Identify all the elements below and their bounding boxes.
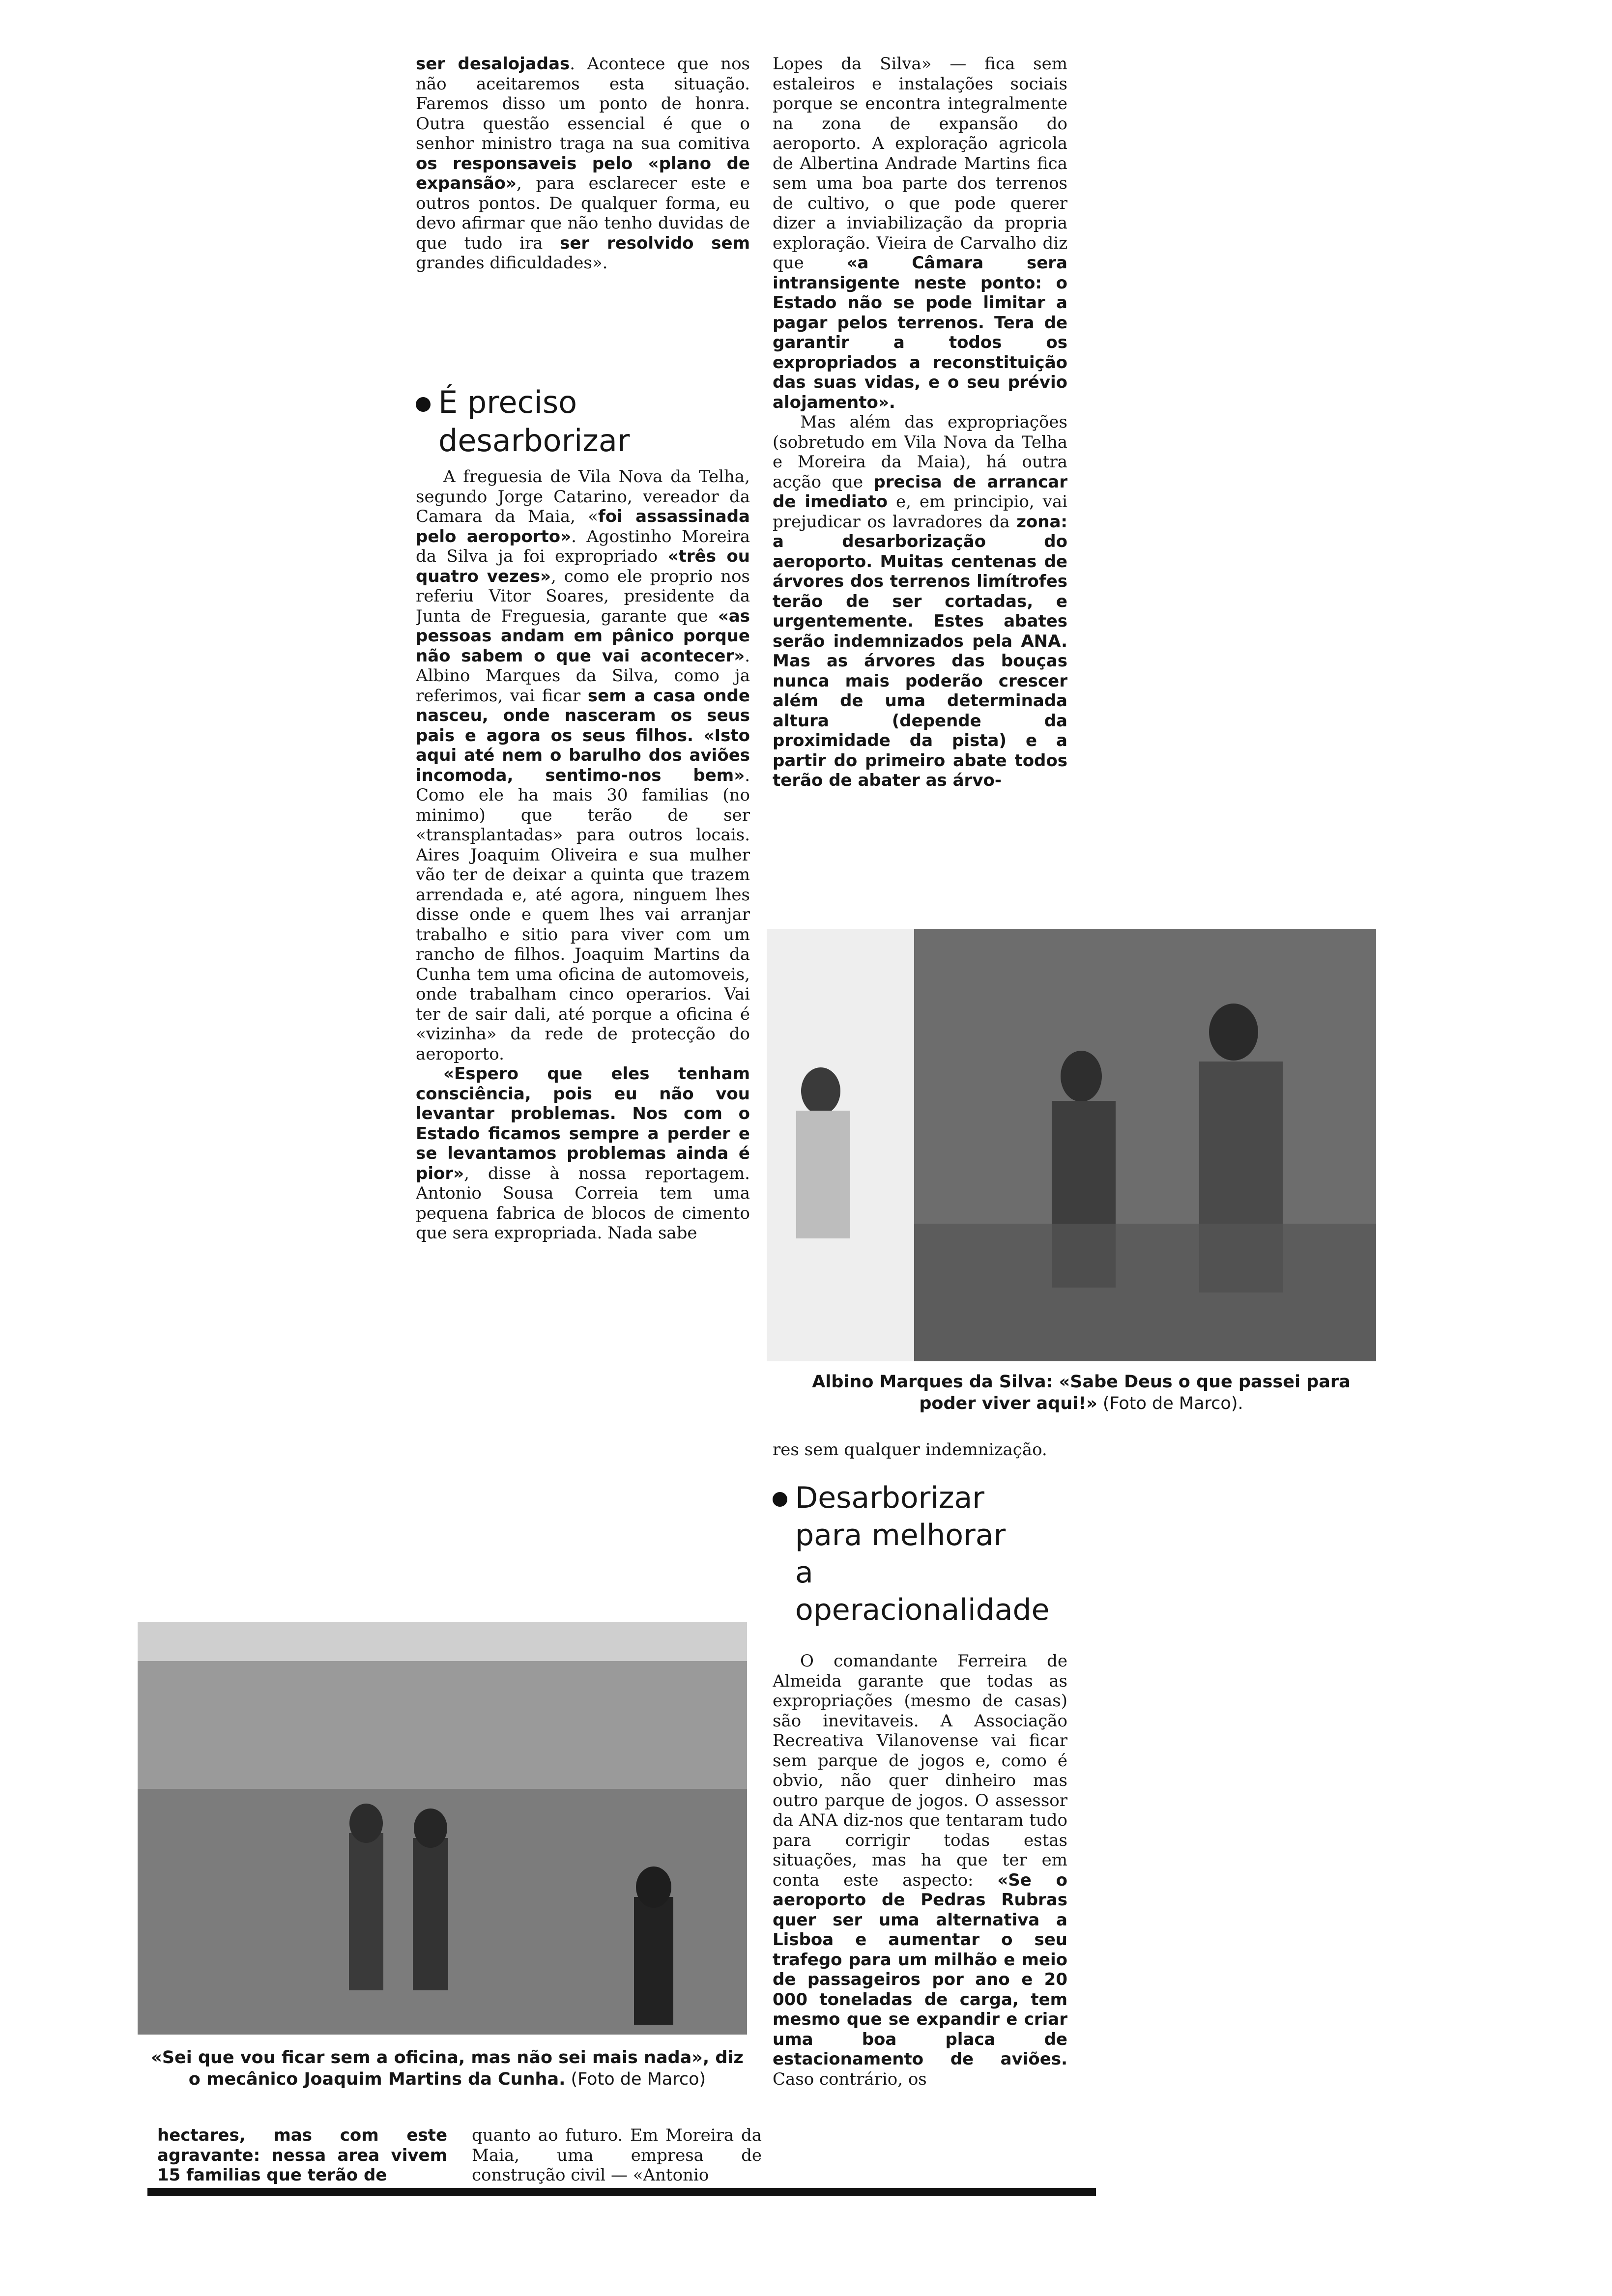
column-2-continued bbox=[773, 1440, 1067, 1469]
bottom-column-a bbox=[157, 2125, 447, 2189]
bold-text-run: «três ou quatro vezes» bbox=[416, 546, 750, 586]
paragraph bbox=[773, 1440, 1067, 1460]
heading-line: operacionalidade bbox=[795, 1593, 1050, 1627]
paragraph bbox=[773, 1651, 1067, 2089]
bold-text-run: ser resolvido sem bbox=[560, 233, 750, 253]
bold-text-run: «a Câmara sera intransigente neste ponto: o Estado não se pode limitar a pagar pelos terrenos. Tera de garantir a todos os expropriados a reconstituição das suas vidas, e o seu prévio alojamento». bbox=[773, 253, 1067, 412]
text-run: grandes dificuldades». bbox=[416, 253, 608, 273]
text-run: quanto ao futuro. Em Moreira da Maia, uma empresa de construção civil — «Antonio bbox=[472, 2125, 762, 2185]
bold-text-run: precisa de arrancar de imediato bbox=[773, 472, 1067, 512]
heading-line: a bbox=[795, 1555, 813, 1590]
bold-text-run: foi assassinada pelo aeroporto» bbox=[416, 507, 750, 546]
text-run: Caso contrário, os bbox=[773, 2069, 927, 2089]
bullet-icon bbox=[416, 397, 431, 412]
text-run: . Acontece que nos não aceitaremos esta situação. Faremos disso um ponto de honra. Outra questão essencial é que o senhor ministro traga na sua comitiva bbox=[416, 54, 750, 153]
paragraph bbox=[157, 2125, 447, 2185]
heading-line: Desarborizar bbox=[795, 1481, 984, 1515]
photo-1-caption bbox=[786, 1371, 1376, 1414]
bold-text-run: «Se o aeroporto de Pedras Rubras quer ser uma alternativa a Lisboa e aumentar o seu trafego para um milhão e meio de passageiros por ano e 20 000 toneladas de carga, tem mesmo que se expandir e criar uma boa placa de estacionamento de aviões. bbox=[773, 1870, 1067, 2069]
heading-line: desarborizar bbox=[438, 423, 630, 459]
bold-text-run: sem a casa onde nasceu, onde nasceram os seus pais e agora os seus filhos. «Isto aqui até nem o barulho dos aviões incomoda, sentimo-nos bem» bbox=[416, 686, 750, 785]
bold-text-run: hectares, mas com este agravante: nessa area vivem 15 familias que terão de bbox=[157, 2125, 447, 2185]
photo-albino-marques bbox=[767, 929, 1376, 1361]
text-run: , como ele proprio nos referiu Vitor Soares, presidente da Junta de Freguesia, garante que bbox=[416, 566, 750, 626]
column-2-top bbox=[773, 54, 1067, 909]
text-run: . Albino Marques da Silva, como ja referimos, vai ficar bbox=[416, 646, 750, 706]
photo-mechanic-workshop bbox=[138, 1622, 747, 2035]
bottom-rule bbox=[147, 2188, 1096, 2196]
text-run: . Agostinho Moreira da Silva ja foi expropriado bbox=[416, 526, 750, 566]
bold-text-run: zona: a desarborização do aeroporto. Muitas centenas de árvores dos terrenos limítrofes terão de ser cortadas, e urgentemente. Estes abates serão indemnizados pela ANA. Mas as árvores das bouças nunca mais poderão crescer além de uma determinada altura (depende da proximidade da pista) e a partir do primeiro abate todos terão de abater as árvo- bbox=[773, 512, 1067, 790]
heading-line: para melhorar bbox=[795, 1518, 1006, 1552]
bullet-icon bbox=[773, 1492, 787, 1507]
paragraph bbox=[416, 1064, 750, 1243]
column-1-top bbox=[416, 54, 750, 369]
paragraph bbox=[773, 54, 1067, 412]
bold-text-run: os responsaveis pelo «plano de expansão» bbox=[416, 153, 750, 193]
bold-text-run: ser desalojadas bbox=[416, 54, 570, 74]
photo-2-caption bbox=[147, 2047, 747, 2090]
text-run: , disse à nossa reportagem. Antonio Sousa Correia tem uma pequena fabrica de blocos de cimento que sera expropriada. Nada sabe bbox=[416, 1163, 750, 1243]
text-run: e, em principio, vai prejudicar os lavradores da bbox=[773, 492, 1067, 532]
text-run: O comandante Ferreira de Almeida garante que todas as expropriações (mesmo de casas) são inevitaveis. A Associação Recreativa Vilanovense vai ficar sem parque de jogos e, como é obvio, não quer dinheiro mas outro parque de jogos. O assessor da ANA diz-nos que tentaram tudo para corrigir todas estas situações, mas ha que ter em conta este aspecto: bbox=[773, 1651, 1067, 1890]
text-run: A freguesia de Vila Nova da Telha, segundo Jorge Catarino, vereador da Camara da Maia, « bbox=[416, 467, 750, 526]
paragraph bbox=[773, 412, 1067, 791]
bold-text-run: «Espero que eles tenham consciência, pois eu não vou levantar problemas. Nos com o Estado ficamos sempre a perder e se levantamos problemas ainda é pior» bbox=[416, 1064, 750, 1183]
column-2-body bbox=[773, 1651, 1067, 2177]
text-run: . Como ele ha mais 30 familias (no minimo) que terão de ser «transplantadas» para outros locais. Aires Joaquim Oliveira e sua mulher vão ter de deixar a quinta que trazem arrendada e, até agora, ninguem lhes disse onde e quem lhes vai arranjar trabalho e sitio para viver com um rancho de filhos. Joaquim Martins da Cunha tem uma oficina de automoveis, onde trabalham cinco operarios. Vai ter de sair dali, até porque a oficina é «vizinha» da rede de protecção do aeroporto. bbox=[416, 765, 750, 1064]
text-run: , para esclarecer este e outros pontos. De qualquer forma, eu devo afirmar que não tenho duvidas de que tudo ira bbox=[416, 173, 750, 253]
bottom-column-b bbox=[472, 2125, 762, 2189]
column-1-body bbox=[416, 467, 750, 1587]
caption-credit: (Foto de Marco). bbox=[1097, 1394, 1243, 1413]
caption-bold: «Sei que vou ficar sem a oficina, mas não sei mais nada», diz o mecânico Joaquim Martins da Cunha. bbox=[151, 2048, 744, 2089]
caption-bold: Albino Marques da Silva: «Sabe Deus o que passei para poder viver aqui!» bbox=[812, 1372, 1351, 1413]
text-run: Lopes da Silva» — fica sem estaleiros e instalações sociais porque se encontra integralmente na zona de expansão do aeroporto. A exploração agricola de Albertina Andrade Martins fica sem uma boa parte dos terrenos de cultivo, o que pode querer dizer a inviabilização da propria exploração. Vieira de Carvalho diz que bbox=[773, 54, 1067, 273]
bold-text-run: «as pessoas andam em pânico porque não sabem o que vai acontecer» bbox=[416, 606, 750, 666]
paragraph bbox=[416, 54, 750, 273]
photo-workshop-scene bbox=[138, 1622, 747, 2035]
text-run: Mas além das expropriações (sobretudo em Vila Nova da Telha e Moreira da Maia), há outra acção que bbox=[773, 412, 1067, 492]
caption-credit: (Foto de Marco) bbox=[565, 2069, 706, 2089]
paragraph bbox=[416, 467, 750, 1064]
section-heading-2 bbox=[773, 1479, 1126, 1629]
photo-people-silhouettes bbox=[767, 929, 1376, 1361]
text-run: res sem qualquer indemnização. bbox=[773, 1440, 1047, 1460]
paragraph bbox=[472, 2125, 762, 2185]
section-heading-1 bbox=[416, 383, 750, 460]
heading-line: É preciso bbox=[438, 384, 577, 420]
